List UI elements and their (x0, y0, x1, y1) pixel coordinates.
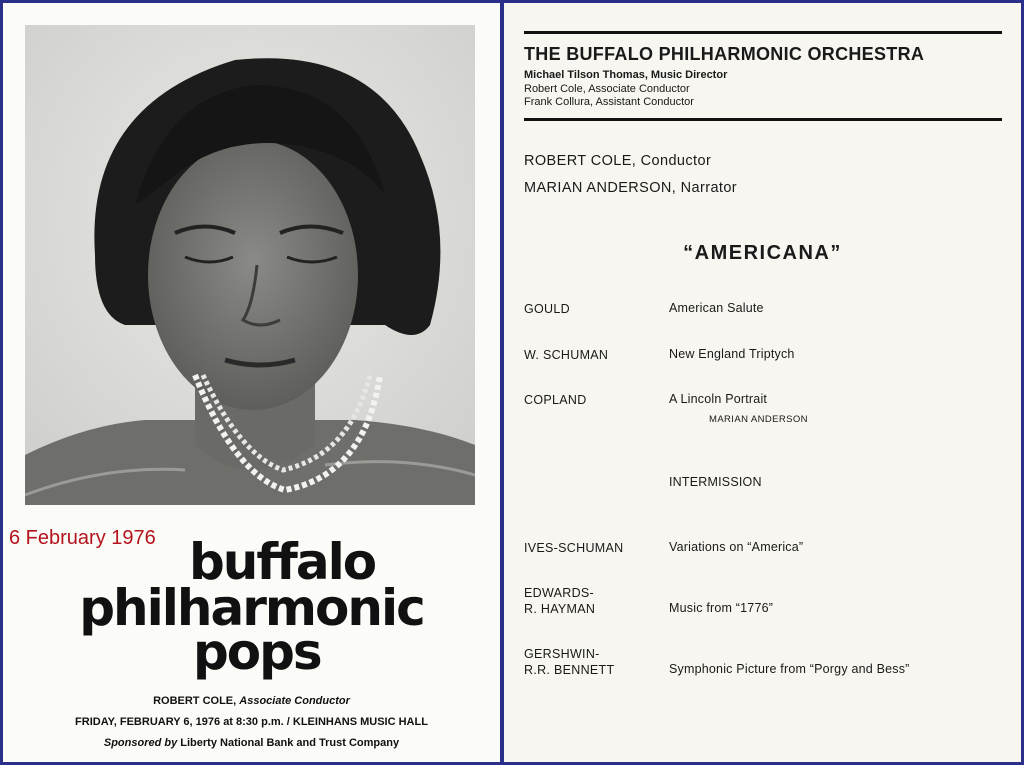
program-composer: EDWARDS- (524, 586, 594, 600)
program-composer: COPLAND (524, 393, 587, 407)
cover-datetime: FRIDAY, FEBRUARY 6, 1976 at 8:30 p.m. / KLEINHANS MUSIC HALL (75, 716, 428, 728)
program-soloist: MARIAN ANDERSON (709, 414, 808, 425)
brand-pops: pops (193, 623, 321, 681)
program-composer: IVES-SCHUMAN (524, 541, 624, 555)
program-work: A Lincoln Portrait (669, 392, 768, 406)
date-annotation: 6 February 1976 (9, 527, 156, 549)
cover-sponsor (3, 737, 500, 749)
program-composer: W. SCHUMAN (524, 348, 609, 362)
program-composer: R. HAYMAN (524, 602, 596, 616)
sponsor-prefix: Sponsored by (103, 737, 178, 749)
portrait-illustration (25, 25, 475, 505)
cover-conductor-role: Associate Conductor (239, 695, 350, 707)
narrator-credit: MARIAN ANDERSON, Narrator (524, 180, 738, 196)
associate-conductor: Robert Cole, Associate Conductor (524, 83, 690, 95)
top-rule (524, 31, 1002, 34)
bottom-rule (524, 118, 1002, 121)
intermission: INTERMISSION (669, 475, 762, 489)
sponsor-name: Liberty National Bank and Trust Company (180, 737, 400, 749)
assistant-conductor: Frank Collura, Assistant Conductor (524, 96, 694, 108)
orchestra-name: THE BUFFALO PHILHARMONIC ORCHESTRA (524, 44, 925, 64)
program-work: Variations on “America” (669, 540, 804, 554)
program-work: Music from “1776” (669, 601, 774, 615)
program-composer: GERSHWIN- (524, 647, 600, 661)
program-composer: GOULD (524, 302, 570, 316)
program-spread (3, 3, 1021, 762)
program-cover (3, 3, 500, 762)
program-work: New England Triptych (669, 347, 795, 361)
program-title: “AMERICANA” (683, 242, 842, 264)
brand-buffalo: buffalo (189, 533, 376, 591)
program-page (504, 3, 1021, 762)
program-work: Symphonic Picture from “Porgy and Bess” (669, 662, 910, 676)
program-work: American Salute (669, 301, 764, 315)
music-director: Michael Tilson Thomas, Music Director (524, 69, 728, 81)
cover-conductor-name: ROBERT COLE, (153, 695, 237, 707)
portrait-photo (25, 25, 475, 505)
program-composer: R.R. BENNETT (524, 663, 615, 677)
conductor-credit: ROBERT COLE, Conductor (524, 153, 712, 169)
cover-conductor (3, 695, 500, 707)
brand-philharmonic: philharmonic (79, 579, 424, 637)
